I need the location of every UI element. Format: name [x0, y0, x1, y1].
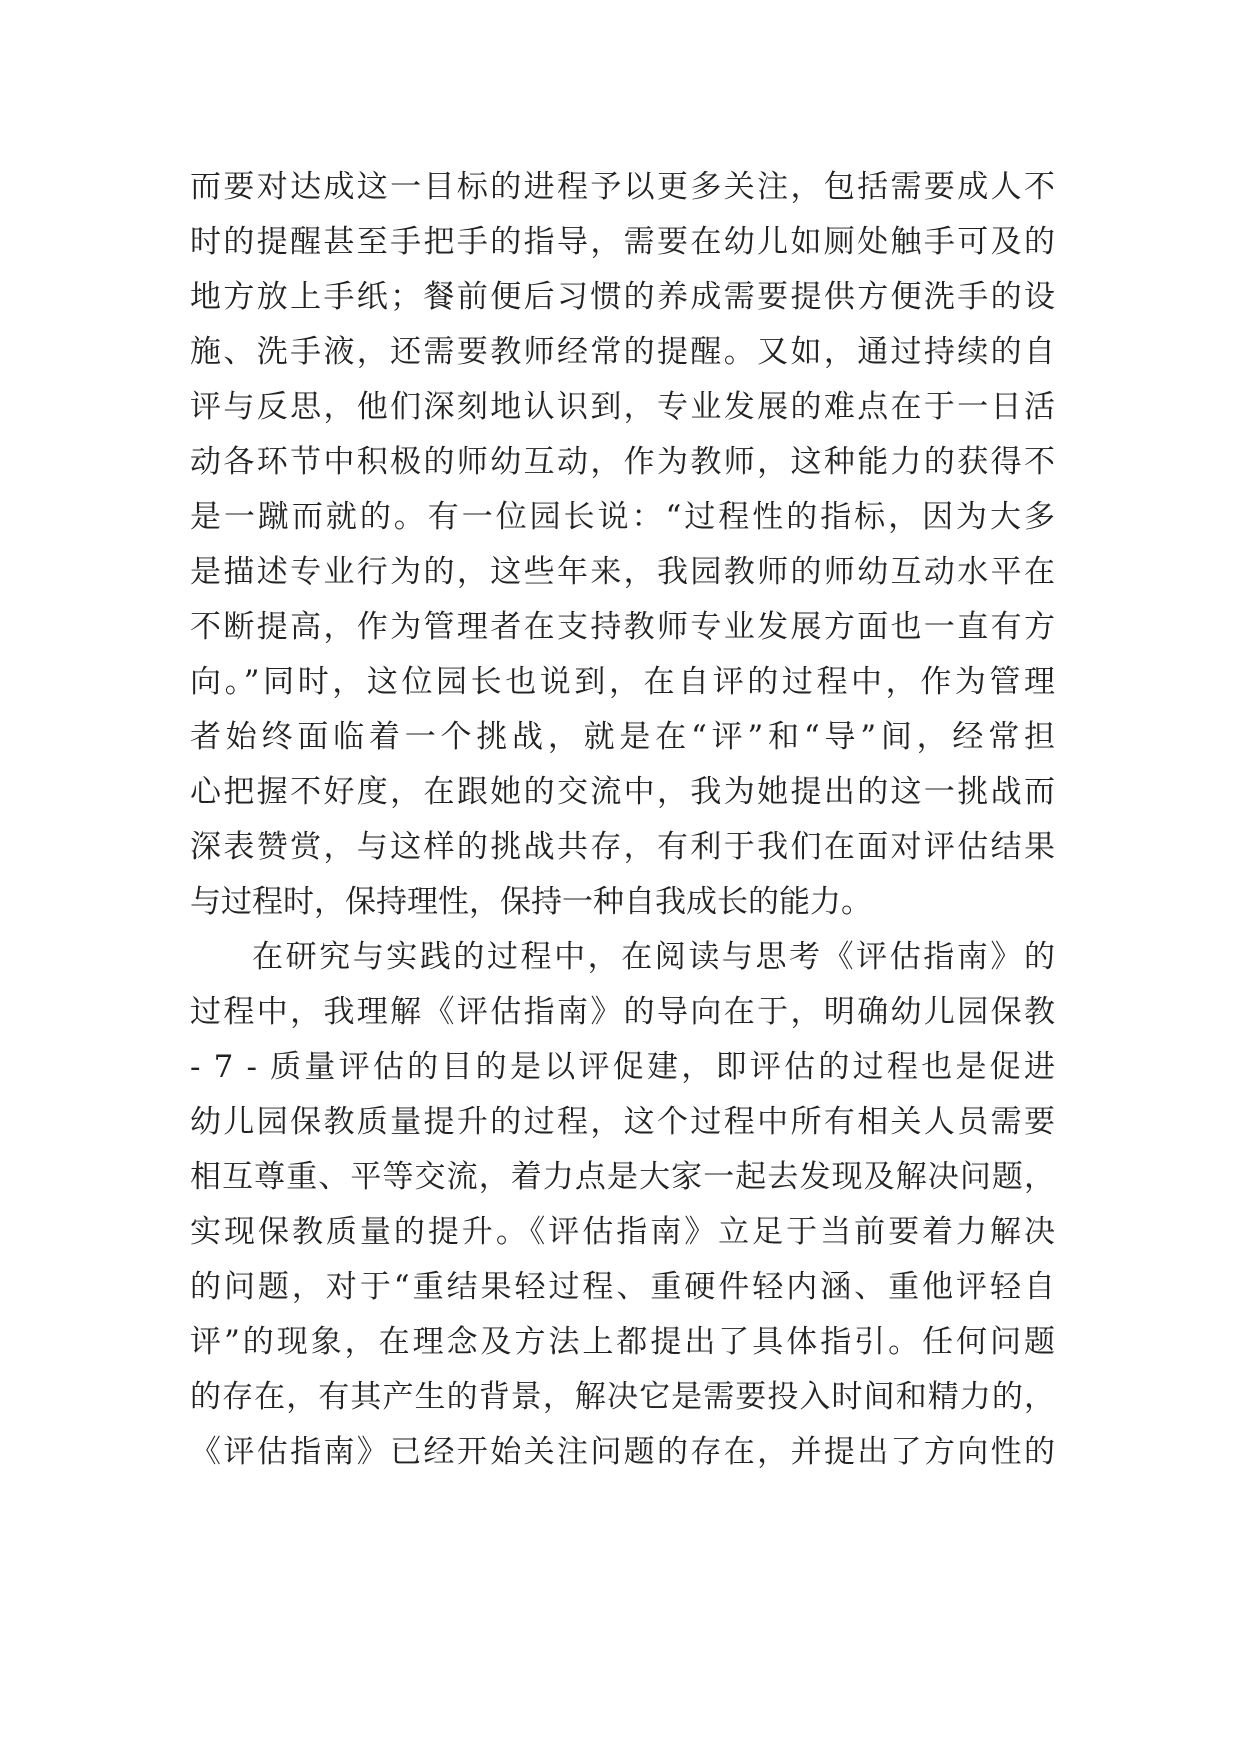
text-line: 是一蹴而就的。有一位园长说：“过程性的指标，因为大多 [190, 499, 1055, 535]
paragraph-end-line: 与过程时，保持理性，保持一种自我成长的能力。 [190, 884, 872, 920]
text-line: 实现保教质量的提升。《评估指南》立足于当前要着力解决 [190, 1214, 1055, 1250]
text-line: 者始终面临着一个挑战，就是在“评”和“导”间，经常担 [190, 719, 1055, 755]
text-line: 《评估指南》已经开始关注问题的存在，并提出了方向性的 [190, 1434, 1055, 1470]
text-line: 施、洗手液，还需要教师经常的提醒。又如，通过持续的自 [190, 334, 1055, 370]
paragraph-start-line: 在研究与实践的过程中，在阅读与思考《评估指南》的 [252, 939, 1055, 975]
body-text [190, 160, 1055, 1480]
text-line: 不断提高，作为管理者在支持教师专业发展方面也一直有方 [190, 609, 1055, 645]
text-line: 是描述专业行为的，这些年来，我园教师的师幼互动水平在 [190, 554, 1055, 590]
text-line: 的存在，有其产生的背景，解决它是需要投入时间和精力的， [190, 1379, 1055, 1415]
text-line: 地方放上手纸；餐前便后习惯的养成需要提供方便洗手的设 [190, 279, 1055, 315]
text-line: 过程中，我理解《评估指南》的导向在于，明确幼儿园保教 [190, 994, 1055, 1030]
text-line: 幼儿园保教质量提升的过程，这个过程中所有相关人员需要 [190, 1104, 1055, 1140]
text-line: 时的提醒甚至手把手的指导，需要在幼儿如厕处触手可及的 [190, 224, 1055, 260]
text-line: 深表赞赏，与这样的挑战共存，有利于我们在面对评估结果 [190, 829, 1055, 865]
text-line: 动各环节中积极的师幼互动，作为教师，这种能力的获得不 [190, 444, 1055, 480]
text-line: 心把握不好度，在跟她的交流中，我为她提出的这一挑战而 [190, 774, 1055, 810]
text-line: 向。”同时，这位园长也说到，在自评的过程中，作为管理 [190, 664, 1055, 700]
text-line: 而要对达成这一目标的进程予以更多关注，包括需要成人不 [190, 169, 1055, 205]
text-line: 相互尊重、平等交流，着力点是大家一起去发现及解决问题， [190, 1159, 1055, 1195]
text-line: 评”的现象，在理念及方法上都提出了具体指引。任何问题 [190, 1324, 1055, 1360]
text-line-with-page-number: - 7 - 质量评估的目的是以评促建，即评估的过程也是促进 [190, 1049, 1055, 1085]
text-line: 的问题，对于“重结果轻过程、重硬件轻内涵、重他评轻自 [190, 1269, 1055, 1305]
text-line: 评与反思，他们深刻地认识到，专业发展的难点在于一日活 [190, 389, 1055, 425]
